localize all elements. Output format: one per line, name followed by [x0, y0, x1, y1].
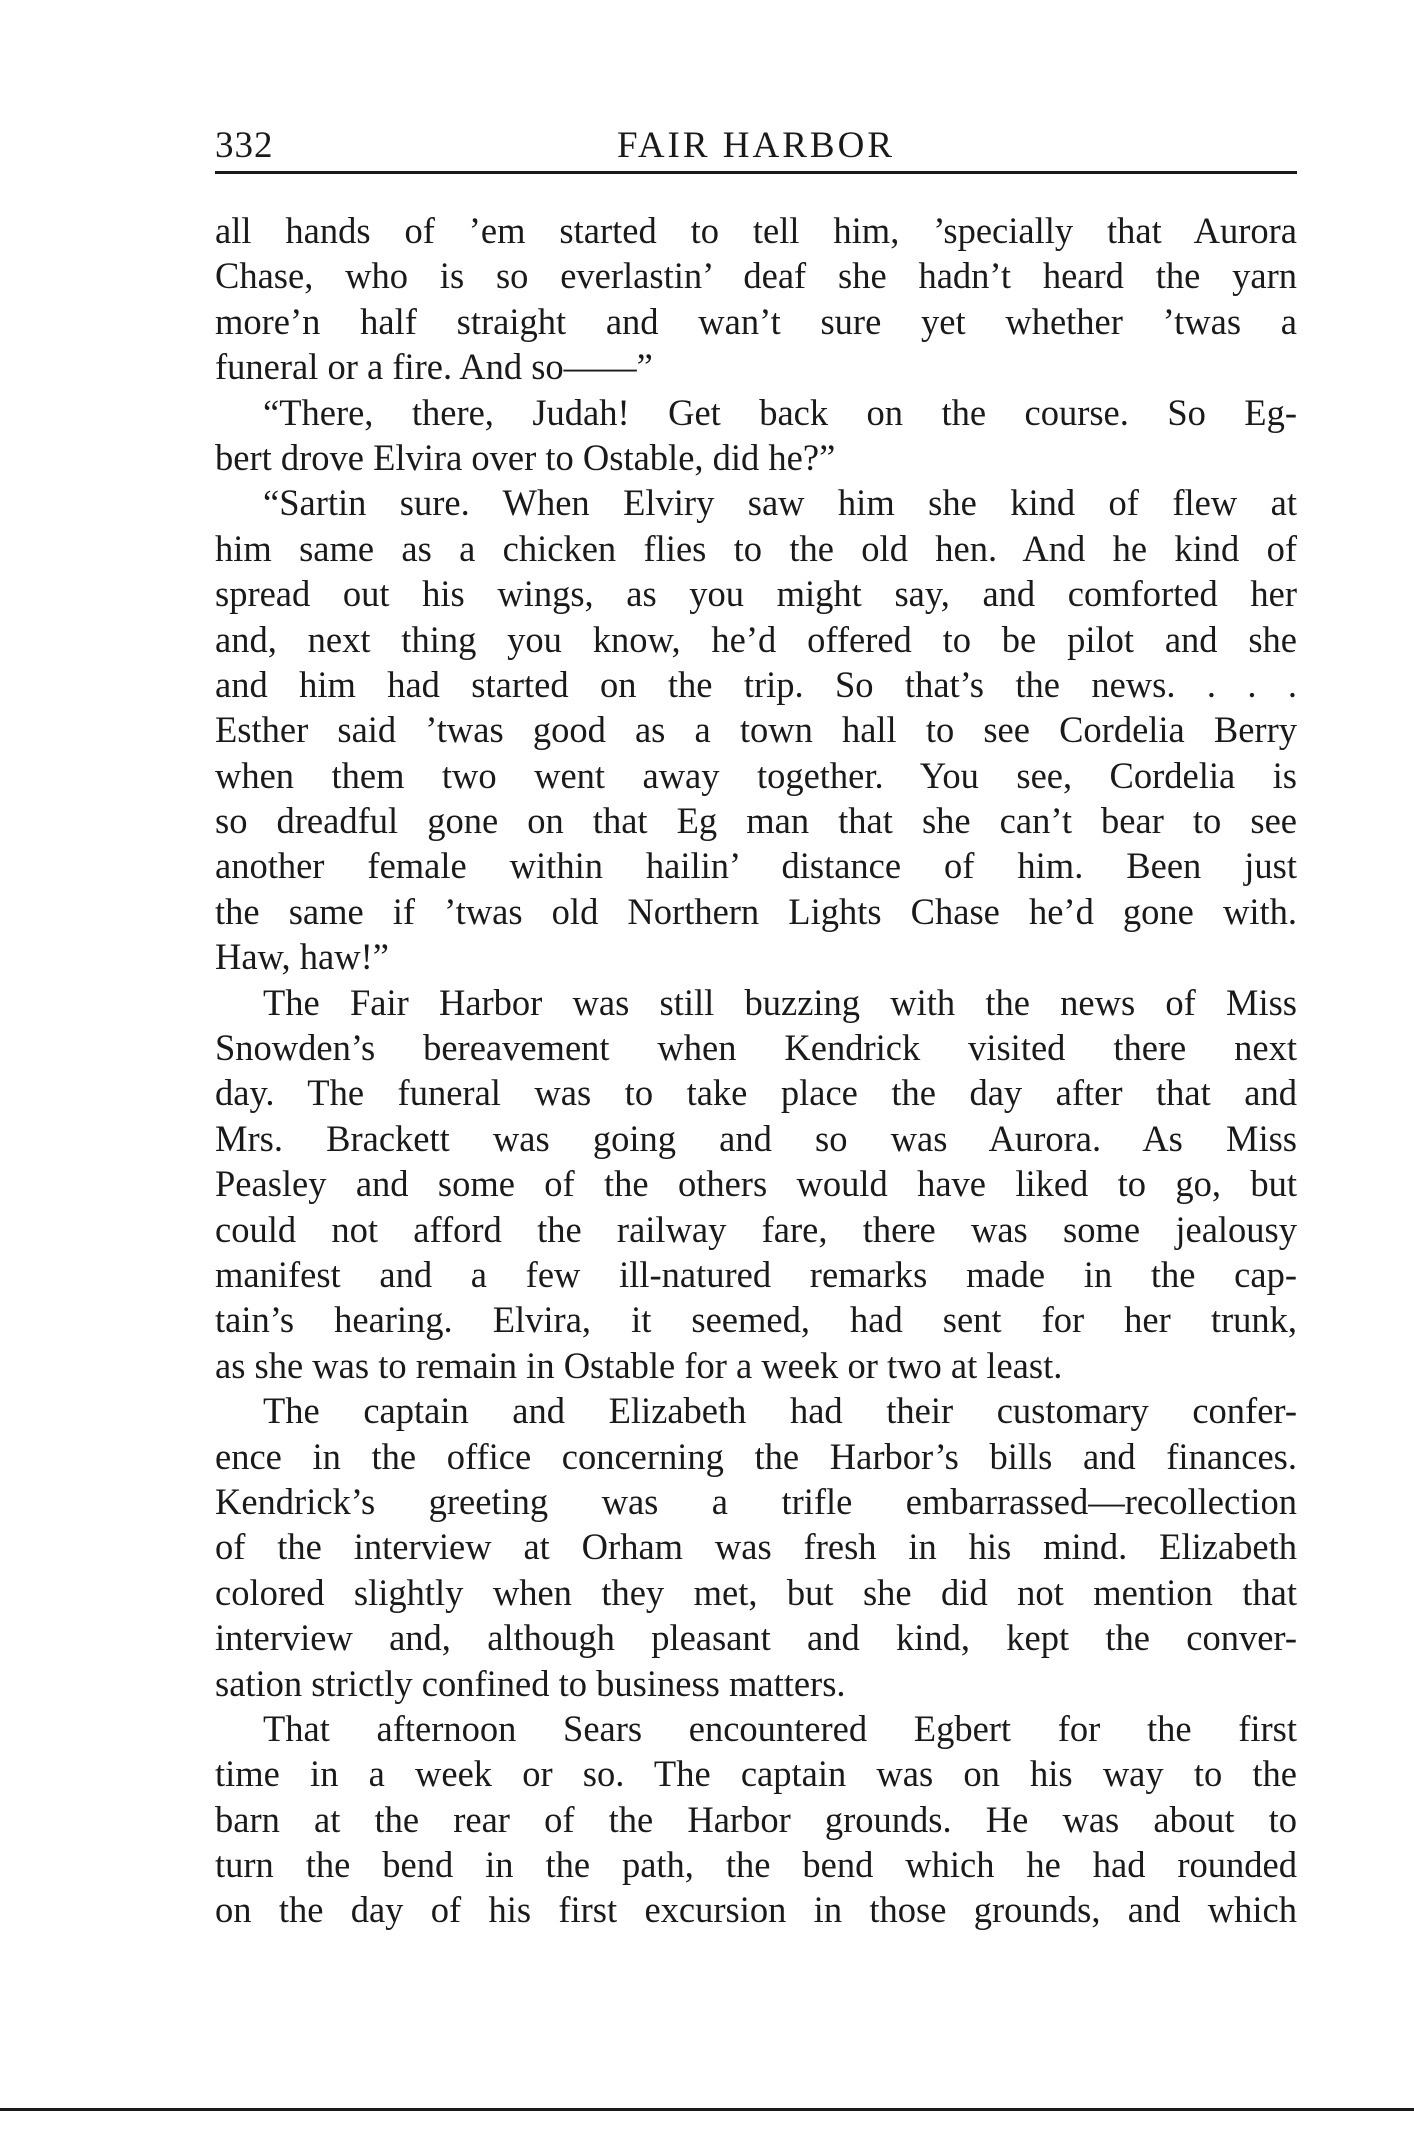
paragraph-first-line: The captain and Elizabeth had their customary confer-	[263, 1390, 1297, 1432]
text-line: manifest and a few ill-natured remarks made in the cap-	[215, 1253, 1297, 1295]
text-line: Chase, who is so everlastin’ deaf she hadn’t heard the yarn	[215, 255, 1297, 297]
text-line: Mrs. Brackett was going and so was Aurora. As Miss	[215, 1117, 1297, 1159]
text-line: day. The funeral was to take place the day after that and	[215, 1072, 1297, 1114]
text-line: the same if ’twas old Northern Lights Chase he’d gone with.	[215, 890, 1297, 932]
paragraph-first-line: That afternoon Sears encountered Egbert for the first	[263, 1707, 1297, 1749]
paragraph-first-line: “There, there, Judah! Get back on the course. So Eg-	[263, 391, 1297, 433]
paragraph-first-line: The Fair Harbor was still buzzing with the news of Miss	[263, 981, 1297, 1023]
text-line: Kendrick’s greeting was a trifle embarrassed—recollection	[215, 1480, 1297, 1522]
running-head	[215, 118, 1297, 174]
text-line: Haw, haw!”	[215, 936, 389, 978]
text-line: could not afford the railway fare, there was some jealousy	[215, 1208, 1297, 1250]
scan-bottom-edge	[0, 2108, 1414, 2111]
text-line: him same as a chicken flies to the old hen. And he kind of	[215, 527, 1297, 569]
text-line: time in a week or so. The captain was on his way to the	[215, 1753, 1297, 1795]
paragraph-first-line: “Sartin sure. When Elviry saw him she kind of flew at	[263, 482, 1297, 524]
text-line: sation strictly confined to business matters.	[215, 1662, 846, 1704]
text-line: ence in the office concerning the Harbor’s bills and finances.	[215, 1435, 1297, 1477]
text-line: Peasley and some of the others would have liked to go, but	[215, 1163, 1297, 1205]
text-line: barn at the rear of the Harbor grounds. He was about to	[215, 1798, 1297, 1840]
body-text	[215, 208, 1297, 1933]
text-line: spread out his wings, as you might say, and comforted her	[215, 573, 1297, 615]
text-line: Esther said ’twas good as a town hall to see Cordelia Berry	[215, 709, 1297, 751]
text-line: when them two went away together. You see, Cordelia is	[215, 754, 1297, 796]
text-line: so dreadful gone on that Eg man that she can’t bear to see	[215, 800, 1297, 842]
text-line: Snowden’s bereavement when Kendrick visited there next	[215, 1027, 1297, 1069]
text-line: all hands of ’em started to tell him, ’specially that Aurora	[215, 210, 1297, 251]
header-rule	[215, 171, 1297, 174]
text-line: and, next thing you know, he’d offered to be pilot and she	[215, 618, 1297, 660]
text-line: more’n half straight and wan’t sure yet whether ’twas a	[215, 300, 1297, 342]
text-line: tain’s hearing. Elvira, it seemed, had sent for her trunk,	[215, 1299, 1297, 1341]
text-line: another female within hailin’ distance of him. Been just	[215, 845, 1297, 887]
running-title: FAIR HARBOR	[617, 125, 895, 166]
text-line: funeral or a fire. And so——”	[215, 346, 653, 388]
page-number: 332	[215, 125, 274, 166]
text-line: on the day of his first excursion in those grounds, and which	[215, 1889, 1297, 1931]
text-line: colored slightly when they met, but she did not mention that	[215, 1571, 1297, 1613]
text-line: bert drove Elvira over to Ostable, did he?”	[215, 436, 836, 478]
text-line: as she was to remain in Ostable for a week or two at least.	[215, 1344, 1063, 1386]
text-line: of the interview at Orham was fresh in his mind. Elizabeth	[215, 1526, 1297, 1568]
text-line: turn the bend in the path, the bend which he had rounded	[215, 1844, 1297, 1886]
text-line: and him had started on the trip. So that’s the news. . . .	[215, 663, 1297, 705]
text-line: interview and, although pleasant and kind, kept the conver-	[215, 1617, 1297, 1659]
